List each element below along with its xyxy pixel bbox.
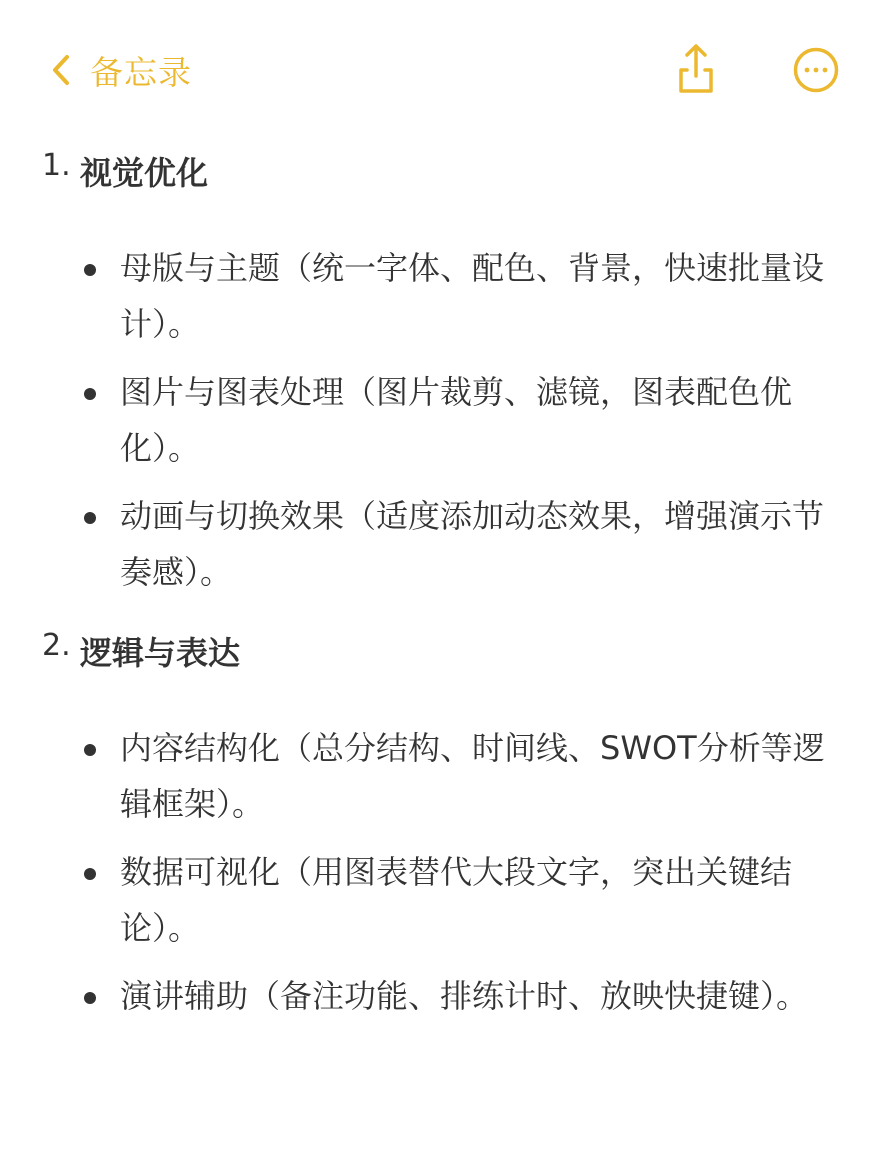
section-heading xyxy=(0,140,880,200)
back-label: 备忘录 xyxy=(90,52,192,92)
list-item xyxy=(0,844,880,956)
more-button[interactable] xyxy=(792,46,840,94)
bullet-dot xyxy=(84,744,96,756)
list-item-text: 母版与主题（统一字体、配色、背景，快速批量设计）。 xyxy=(120,249,825,343)
note-body xyxy=(0,140,880,1024)
bullet-dot xyxy=(84,512,96,524)
section-number: 2. xyxy=(42,628,71,663)
list-item xyxy=(0,488,880,600)
bullet-list xyxy=(0,720,880,1024)
bullet-dot xyxy=(84,264,96,276)
share-button[interactable] xyxy=(672,40,720,96)
list-item-text: 动画与切换效果（适度添加动态效果，增强演示节奏感）。 xyxy=(120,497,825,591)
list-item xyxy=(0,720,880,832)
chevron-left-icon xyxy=(50,53,72,87)
bullet-dot xyxy=(84,388,96,400)
list-item-text: 演讲辅助（备注功能、排练计时、放映快捷键）。 xyxy=(120,977,809,1015)
list-item xyxy=(0,364,880,476)
section-number: 1. xyxy=(42,148,71,183)
section-title: 视觉优化 xyxy=(80,154,209,192)
section-heading xyxy=(0,620,880,680)
list-item-text: 图片与图表处理（图片裁剪、滤镜，图表配色优化）。 xyxy=(120,373,793,467)
list-item xyxy=(0,240,880,352)
navigation-bar xyxy=(0,0,880,140)
bullet-dot xyxy=(84,868,96,880)
more-icon xyxy=(792,79,840,98)
list-item-text: 内容结构化（总分结构、时间线、SWOT分析等逻辑框架）。 xyxy=(120,729,825,823)
list-item-text: 数据可视化（用图表替代大段文字，突出关键结论）。 xyxy=(120,853,793,947)
bullet-dot xyxy=(84,992,96,1004)
back-button[interactable] xyxy=(50,46,192,94)
section-title: 逻辑与表达 xyxy=(80,634,241,672)
list-item xyxy=(0,968,880,1024)
bullet-list xyxy=(0,240,880,600)
share-icon xyxy=(672,81,720,100)
